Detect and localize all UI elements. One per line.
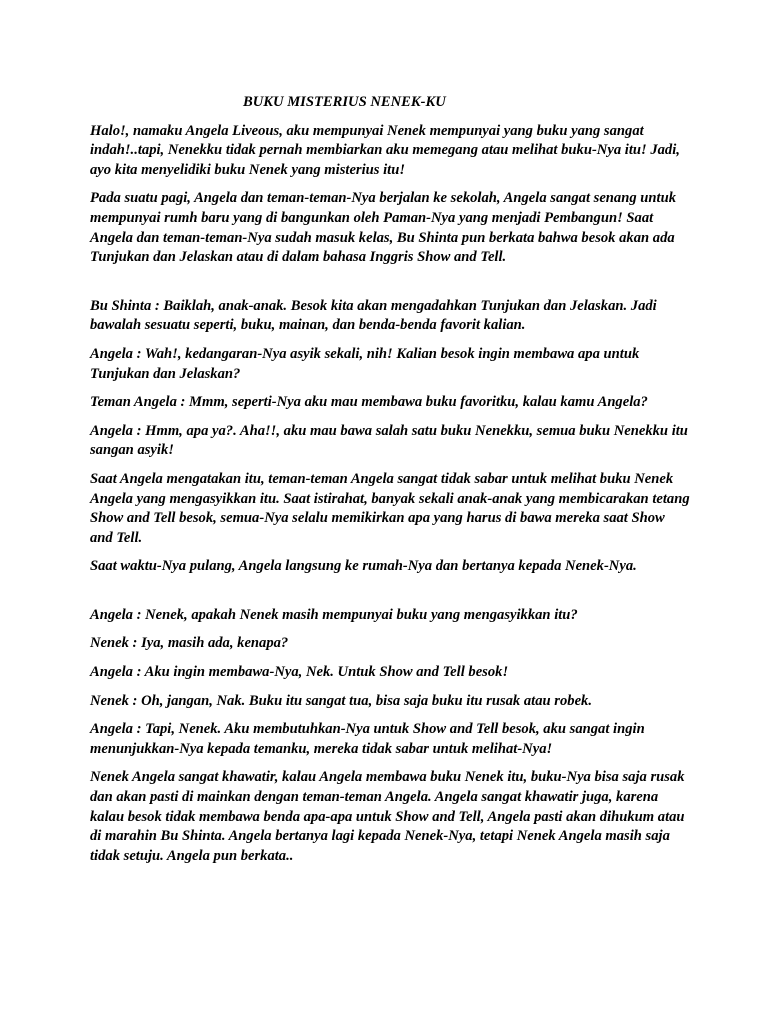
dialogue-nenek-1: Nenek : Iya, masih ada, kenapa? bbox=[90, 635, 289, 652]
dialogue-angela-5: Angela : Tapi, Nenek. Aku membutuhkan-Nya untuk Show and Tell besok, aku sangat ingin menunjukkan-Nya kepada temanku, mereka tidak sabar untuk melihat-Nya! bbox=[90, 721, 645, 757]
paragraph-intro: Halo!, namaku Angela Liveous, aku mempunyai Nenek mempunyai yang buku yang sangat indah!..tapi, Nenekku tidak pernah membiarkan aku memegang atau melihat buku-Nya itu! Jadi, ayo kita menyelidiki buku Nenek yang misterius itu! bbox=[90, 122, 680, 178]
document-title: BUKU MISTERIUS NENEK-KU bbox=[243, 94, 446, 110]
dialogue-angela-1: Angela : Wah!, kedangaran-Nya asyik sekali, nih! Kalian besok ingin membawa apa untuk Tunjukan dan Jelaskan? bbox=[90, 345, 640, 382]
paragraph-break-time: Saat Angela mengatakan itu, teman-teman Angela sangat tidak sabar untuk melihat buku Nenek Angela yang mengasyikkan itu. Saat istirahat, banyak sekali anak-anak yang membicarakan tetang Show and Tell besok, semua-Nya selalu memikirkan apa yang harus di bawa mereka saat Show and Tell. bbox=[90, 470, 690, 546]
section-gap bbox=[90, 586, 690, 606]
paragraph-going-home: Saat waktu-Nya pulang, Angela langsung ke rumah-Nya dan bertanya kepada Nenek-Nya. bbox=[90, 558, 637, 575]
dialogue-angela-4: Angela : Aku ingin membawa-Nya, Nek. Untuk Show and Tell besok! bbox=[90, 664, 509, 681]
dialogue-nenek-2: Nenek : Oh, jangan, Nak. Buku itu sangat tua, bisa saja buku itu rusak atau robek. bbox=[90, 692, 592, 709]
dialogue-angela-3: Angela : Nenek, apakah Nenek masih mempunyai buku yang mengasyikkan itu? bbox=[90, 606, 578, 623]
dialogue-bu-shinta: Bu Shinta : Baiklah, anak-anak. Besok kita akan mengadahkan Tunjukan dan Jelaskan. Jadi bawalah sesuatu seperti, buku, mainan, dan benda-benda favorit kalian. bbox=[90, 297, 657, 334]
paragraph-morning: Pada suatu pagi, Angela dan teman-teman-Nya berjalan ke sekolah, Angela sangat senang untuk mempunyai rumh baru yang di bangunkan oleh Paman-Nya yang menjadi Pembangun! Saat Angela dan teman-teman-Nya sudah masuk kelas, Bu Shinta pun berkata bahwa besok akan ada Tunjukan dan Jelaskan atau di dalam bahasa Inggris Show and Tell. bbox=[90, 190, 676, 266]
paragraph-nenek-worried: Nenek Angela sangat khawatir, kalau Angela membawa buku Nenek itu, buku-Nya bisa saja rusak dan akan pasti di mainkan dengan teman-teman Angela. Angela sangat khawatir juga, karena kalau besok tidak membawa benda apa-apa untuk Show and Tell, Angela pasti akan dihukum atau di marahin Bu Shinta. Angela bertanya lagi kepada Nenek-Nya, tetapi Nenek Angela masih saja tidak setuju. Angela pun berkata.. bbox=[90, 769, 685, 864]
dialogue-teman-angela: Teman Angela : Mmm, seperti-Nya aku mau membawa buku favoritku, kalau kamu Angela? bbox=[90, 394, 648, 411]
document-page bbox=[90, 93, 690, 875]
dialogue-angela-2: Angela : Hmm, apa ya?. Aha!!, aku mau bawa salah satu buku Nenekku, semua buku Nenekku itu sangan asyik! bbox=[90, 422, 688, 459]
section-gap bbox=[90, 277, 690, 297]
